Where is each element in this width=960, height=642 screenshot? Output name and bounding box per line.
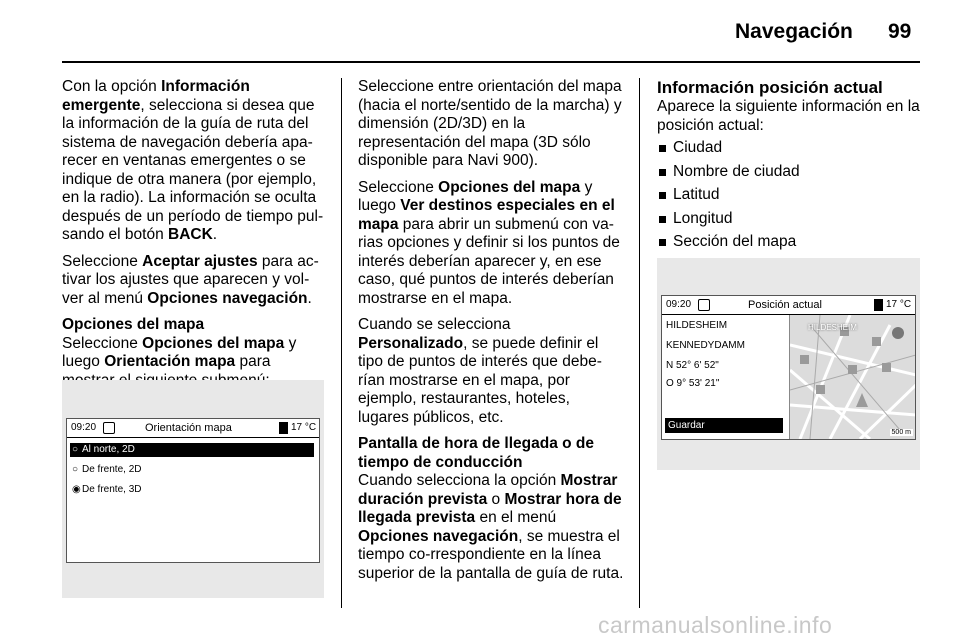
screen-title: Orientación mapa — [145, 422, 232, 434]
heading-map-options: Opciones del mapa — [62, 316, 205, 333]
header-rule — [62, 61, 920, 63]
save-button[interactable]: Guardar — [665, 418, 783, 433]
map-city-label: HILDESHEIM — [808, 323, 857, 332]
option-front-3d[interactable]: ◉ De frente, 3D — [72, 484, 142, 495]
paragraph-map-orientation: Seleccione Opciones del mapa y luego Orientación mapa para — [62, 334, 297, 370]
paragraph-info-popup: Con la opción Información emergente, selecciona si desea que la información de la guía de ruta del sistema de navegación debería apa-recer en ventanas emergentes o se indique de otra manera (por ejemplo, en la radio). La información se oculta después de un período de tiempo pul-sando el botón BACK. — [62, 78, 324, 243]
option-north-2d[interactable]: ○ Al norte, 2D — [70, 443, 314, 457]
map-graphic — [790, 315, 916, 439]
heading-current-position: Información posición actual — [657, 78, 883, 97]
list-item: Longitud — [657, 210, 920, 229]
temperature: 17 °C — [291, 422, 317, 433]
list-item: Ciudad — [657, 139, 920, 158]
screen-orientation — [66, 418, 320, 563]
city-value: HILDESHEIM — [666, 320, 728, 331]
fuel-icon — [279, 422, 288, 434]
clock-icon — [103, 422, 115, 434]
street-value: KENNEDYDAMM — [666, 340, 745, 351]
watermark: carmanualsonline.info — [598, 612, 833, 638]
page-number: 99 — [888, 20, 912, 43]
column-3 — [657, 78, 920, 257]
screen-title: Posición actual — [748, 299, 822, 311]
clock-time: 09:20 — [666, 299, 692, 310]
clock-icon — [698, 299, 710, 311]
latitude-value: N 52° 6' 52" — [666, 360, 719, 371]
page-title: Navegación — [735, 20, 853, 43]
screen-position — [661, 295, 916, 440]
column-divider — [639, 78, 640, 608]
map-section[interactable] — [789, 315, 916, 439]
paragraph-orientation-desc: Seleccione entre orientación del mapa (hacia el norte/sentido de la marcha) y dimensión (2D/3D) en la representación del mapa (3D sólo disponible para Navi 900). — [358, 78, 622, 169]
heading-arrival-time: Pantalla de hora de llegada o de tiempo de conducción — [358, 435, 595, 471]
map-scale: 500 m — [891, 429, 911, 436]
column-1 — [62, 78, 324, 398]
paragraph-position-intro: Aparece la siguiente información en la posición actual: — [657, 98, 920, 134]
page-header — [0, 20, 960, 46]
paragraph-custom: Cuando se selecciona Personalizado, se puede definir el tipo de puntos de interés que debe-rían mostrarse en el mapa, por ejemplo, restaurantes, hoteles, lugares públicos, etc. — [358, 316, 602, 426]
longitude-value: O 9° 53' 21" — [666, 378, 720, 389]
fuel-icon — [874, 299, 883, 311]
paragraph-poi: Seleccione Opciones del mapa y luego Ver destinos especiales en el mapa para abrir un submenú con va-rias opciones y definir si los puntos de interés deberían aparecer y, en ese caso, qué puntos de interés deberían mostrarse en el mapa. — [358, 178, 620, 307]
list-item: Sección del mapa — [657, 233, 920, 252]
column-divider — [341, 78, 342, 608]
status-bar — [67, 419, 319, 438]
illustration-position — [657, 258, 920, 470]
list-item: Latitud — [657, 186, 920, 205]
status-bar — [662, 296, 915, 315]
list-item: Nombre de ciudad — [657, 163, 920, 182]
temperature: 17 °C — [886, 299, 912, 310]
clock-time: 09:20 — [71, 422, 97, 433]
paragraph-arrival: Cuando selecciona la opción Mostrar duración prevista o Mostrar hora de llegada prevista en el menú Opciones navegación, se muestra el tiempo co-rrespondiente en la línea superior de la pantalla de guía de ruta. — [358, 472, 624, 582]
position-info-list — [657, 139, 920, 252]
option-front-2d[interactable]: ○ De frente, 2D — [72, 464, 142, 475]
paragraph-accept: Seleccione Aceptar ajustes para ac-tivar los ajustes que aparecen y vol-ver al menú Opciones navegación. — [62, 252, 319, 307]
illustration-orientation — [62, 380, 324, 598]
column-2 — [358, 78, 624, 591]
